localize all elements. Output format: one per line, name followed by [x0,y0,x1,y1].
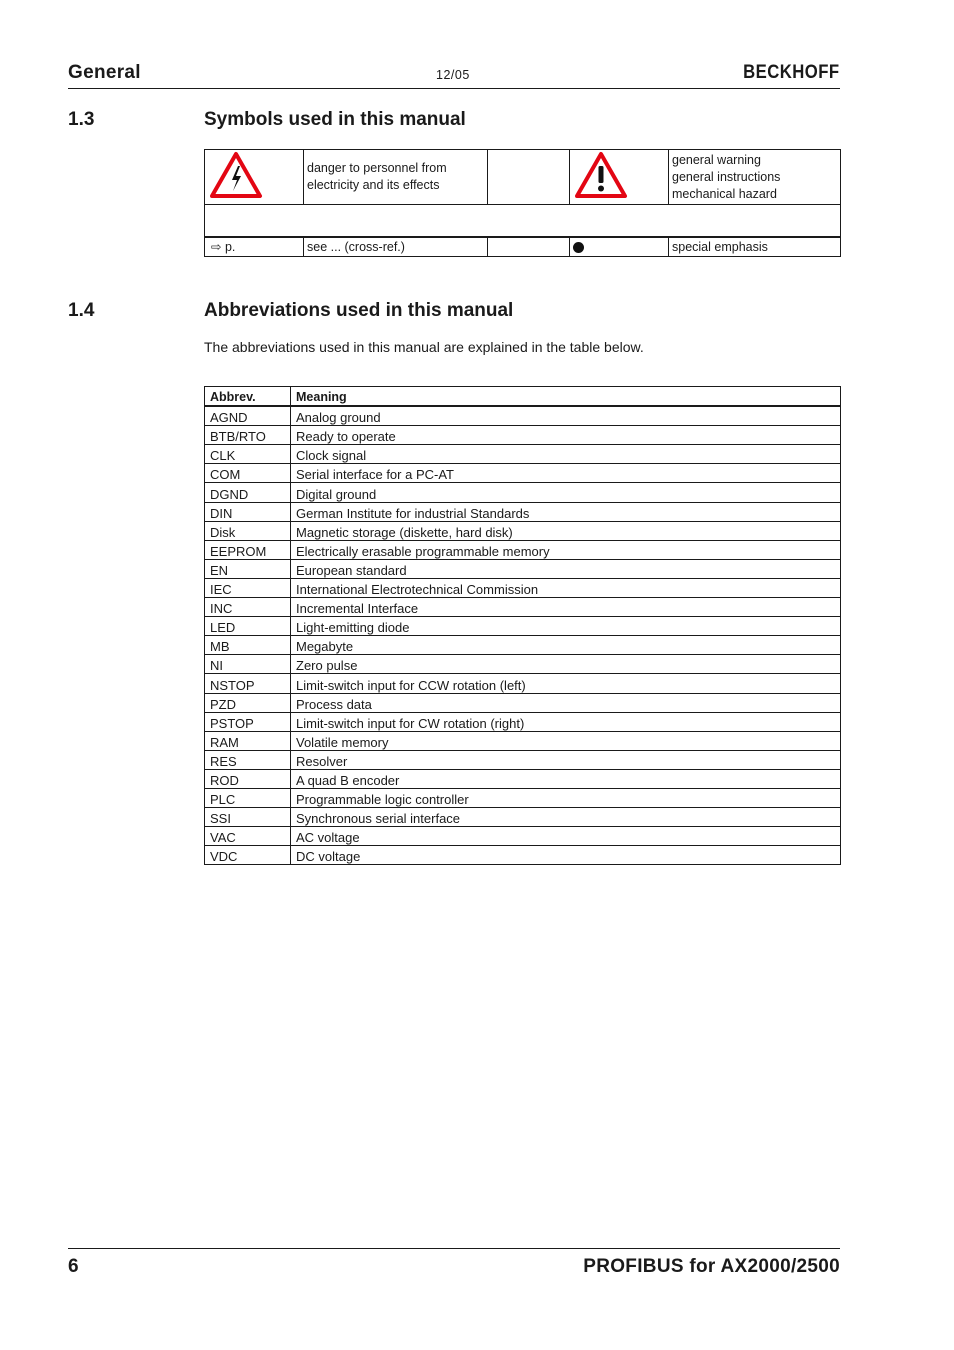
meaning-cell: DC voltage [291,846,841,865]
warning-cell [570,150,669,205]
warning-line: general warning [672,152,761,167]
meaning-cell: Megabyte [291,636,841,655]
meaning-cell: Limit-switch input for CCW rotation (left) [291,674,841,693]
empty-cell [488,150,570,205]
table-row [205,502,841,521]
meaning-cell: Volatile memory [291,731,841,750]
header-date: 12/05 [436,68,470,82]
section-heading-1-4 [0,300,954,324]
table-row [205,483,841,502]
abbreviation-cell: NSTOP [205,674,291,693]
warning-description [669,150,841,205]
section-number: 1.3 [68,109,95,130]
warning-line: mechanical hazard [672,186,777,201]
table-row [205,846,841,865]
abbreviations-table [204,386,841,865]
section-heading-1-3 [0,109,954,133]
electric-hazard-cell [205,150,304,205]
table-row [205,406,841,426]
meaning-cell: Limit-switch input for CW rotation (right) [291,712,841,731]
abbreviation-cell: RES [205,750,291,769]
table-row [205,559,841,578]
abbreviation-cell: ROD [205,769,291,788]
meaning-cell: European standard [291,559,841,578]
abbreviation-cell: VDC [205,846,291,865]
abbreviation-cell: PZD [205,693,291,712]
abbreviation-cell: EEPROM [205,540,291,559]
table-row [205,750,841,769]
meaning-cell: AC voltage [291,827,841,846]
table-row [205,540,841,559]
meaning-cell: Analog ground [291,406,841,426]
header-section: General [68,62,141,83]
abbreviation-cell: SSI [205,808,291,827]
table-row [205,731,841,750]
section-title: Symbols used in this manual [204,109,466,130]
abbreviation-cell: BTB/RTO [205,426,291,445]
meaning-cell: Process data [291,693,841,712]
emphasis-description: special emphasis [669,237,841,257]
abbreviation-cell: AGND [205,406,291,426]
section-title: Abbreviations used in this manual [204,300,514,321]
abbreviation-cell: INC [205,598,291,617]
electric-hazard-icon [209,151,263,199]
meaning-cell: Zero pulse [291,655,841,674]
meaning-cell: Clock signal [291,445,841,464]
meaning-cell: German Institute for industrial Standards [291,502,841,521]
page-header [68,62,840,89]
abbreviation-cell: DGND [205,483,291,502]
abbreviation-cell: COM [205,464,291,483]
meaning-cell: International Electrotechnical Commission [291,578,841,597]
meaning-cell: Light-emitting diode [291,617,841,636]
table-row [205,693,841,712]
danger-description: danger to personnel from electricity and its effects [304,150,488,205]
meaning-cell: Resolver [291,750,841,769]
abbreviation-cell: DIN [205,502,291,521]
warning-icon [574,151,628,199]
meaning-cell: Digital ground [291,483,841,502]
meaning-cell: Synchronous serial interface [291,808,841,827]
meaning-cell: Incremental Interface [291,598,841,617]
table-row [205,521,841,540]
table-header-row [205,387,841,407]
abbreviation-cell: IEC [205,578,291,597]
table-row [205,598,841,617]
abbreviation-cell: LED [205,617,291,636]
abbreviation-cell: PSTOP [205,712,291,731]
abbreviation-cell: MB [205,636,291,655]
meaning-cell: Serial interface for a PC-AT [291,464,841,483]
meaning-cell: Magnetic storage (diskette, hard disk) [291,521,841,540]
table-row [205,712,841,731]
abbreviation-cell: RAM [205,731,291,750]
table-row [205,464,841,483]
crossref-description: see ... (cross-ref.) [304,237,488,257]
column-header: Meaning [291,387,841,407]
meaning-cell: Electrically erasable programmable memory [291,540,841,559]
emphasis-symbol-cell [570,237,669,257]
page-number: 6 [68,1256,79,1277]
abbreviation-cell: PLC [205,788,291,807]
table-row [205,655,841,674]
abbreviation-cell: Disk [205,521,291,540]
abbreviation-cell: NI [205,655,291,674]
table-row [205,808,841,827]
table-row [205,445,841,464]
page-footer [68,1248,840,1277]
section-number: 1.4 [68,300,95,321]
blank-row [205,205,841,238]
abbreviation-cell: EN [205,559,291,578]
table-row [205,674,841,693]
meaning-cell: Programmable logic controller [291,788,841,807]
crossref-symbol: ⇨ p. [205,237,304,257]
meaning-cell: A quad B encoder [291,769,841,788]
intro-paragraph: The abbreviations used in this manual are explained in the table below. [204,339,644,355]
column-header: Abbrev. [205,387,291,407]
abbreviation-cell: VAC [205,827,291,846]
empty-cell [488,237,570,257]
table-row [205,636,841,655]
abbreviation-cell: CLK [205,445,291,464]
table-row [205,617,841,636]
symbols-table [204,149,841,257]
table-row [205,769,841,788]
table-row [205,578,841,597]
meaning-cell: Ready to operate [291,426,841,445]
table-row [205,426,841,445]
manual-title: PROFIBUS for AX2000/2500 [583,1256,840,1277]
table-row [205,827,841,846]
warning-line: general instructions [672,169,781,184]
brand-logo: BECKHOFF [743,62,840,83]
table-row [205,788,841,807]
bullet-icon [573,242,584,253]
